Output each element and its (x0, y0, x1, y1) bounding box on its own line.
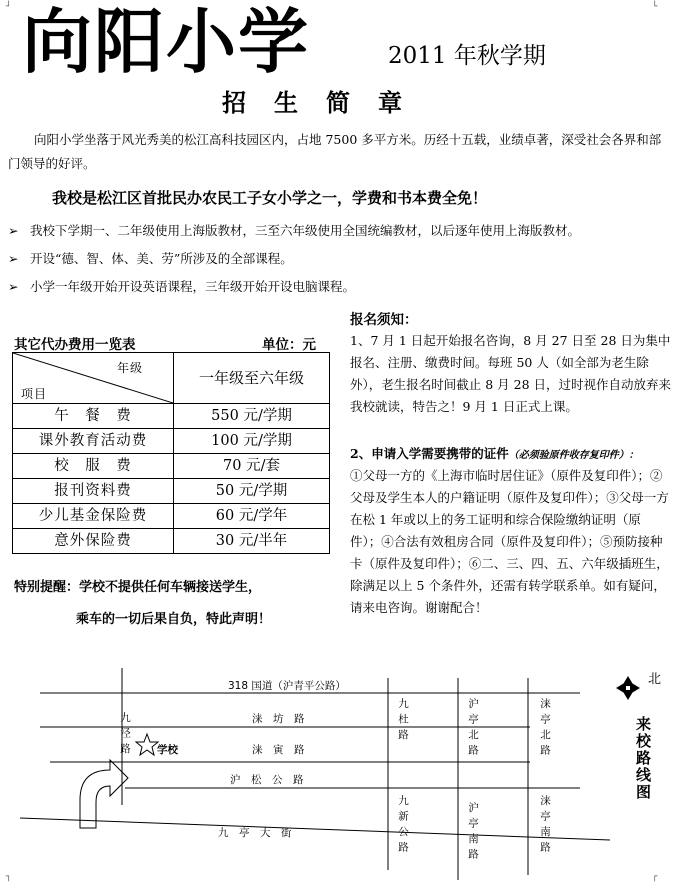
road-label-huting-nan: 沪亭南路 (467, 802, 479, 864)
term-label: 2011 年秋学期 (388, 43, 546, 69)
table-row (13, 529, 330, 554)
road-label-huting-bei: 沪亭北路 (467, 698, 479, 760)
reminder-line: 特别提醒：学校不提供任何车辆接送学生， (14, 580, 262, 595)
route-map (0, 660, 679, 891)
road-label-laiting-bei: 涞亭北路 (539, 698, 551, 760)
crop-mark: ┐ (6, 872, 12, 882)
registration-item-2: ①父母一方的《上海市临时居住证》（原件及复印件）；②父母及学生本人的户籍证明（原件及复印件）；③父母一方在松 1 年或以上的务工证明和综合保险缴纳证明（原件）；④合法有效租房合同（原件及复印件）；⑤预防接种卡（原件及复印件）；⑥二、三、四、五、六年级插班生，除满足以上 5 个条件外，还需有转学联系单。如有疑问，请来电咨询。谢谢配合！ (350, 468, 669, 615)
page-subtitle: 招生简章 (222, 88, 430, 117)
registration-title: 报名须知： (350, 312, 418, 328)
registration-item-2-title (350, 444, 639, 462)
bullet-text: 我校下学期一、二年级使用上海版教材，三至六年级使用全国统编教材，以后逐年使用上海版教材。 (30, 223, 581, 238)
table-header-row (13, 353, 330, 404)
road-label-jiuting: 九 亭 大 街 (218, 827, 292, 839)
corner-label-item: 项目 (21, 387, 48, 401)
slogan: 我校是松江区首批民办农民工子女小学之一，学费和书本费全免！ (52, 189, 488, 207)
corner-label-grade: 年级 (116, 361, 143, 375)
compass-icon (616, 676, 640, 700)
intro-paragraph: 向阳小学坐落于风光秀美的松江高科技园区内，占地 7500 多平方米。历经十五载，业绩卓著，深受社会各界和部门领导的好评。 (8, 132, 662, 171)
crop-mark: └ (652, 2, 658, 12)
fee-table-unit: 单位：元 (262, 337, 316, 353)
road-label-jiudu: 九杜路 (397, 698, 409, 745)
fee-item: 报刊资料费 (13, 479, 174, 504)
road-label-laifang: 涞 坊 路 (252, 713, 305, 725)
fee-amount: 100 元/学期 (174, 429, 330, 454)
table-row (13, 504, 330, 529)
fee-amount: 70 元/套 (174, 454, 330, 479)
fee-table (12, 352, 330, 554)
table-row (13, 454, 330, 479)
bullet-item (8, 276, 355, 298)
diagonal-header-cell (13, 353, 174, 404)
reminder-line: 乘车的一切后果自负，特此声明！ (76, 612, 272, 627)
documents-heading: 2、申请入学需要携带的证件 (350, 446, 509, 461)
table-row (13, 404, 330, 429)
crop-mark: ┌ (652, 872, 658, 882)
road-label-husong: 沪 松 公 路 (230, 774, 304, 786)
registration-item-1: 1、7 月 1 日起开始报名咨询，8 月 27 日至 28 日为集中报名、注册、缴费时间。每班 50 人（如全部为老生除外），老生报名时间截止 8 月 28 日，过时视作自动放弃来我校就读，特告之！9 月 1 日正式上课。 (350, 333, 672, 414)
north-label: 北 (648, 672, 662, 687)
bullet-item (8, 220, 580, 242)
fee-item: 意外保险费 (13, 529, 174, 554)
road-jiuting (20, 818, 610, 840)
bullet-text: 开设“德、智、体、美、劳”所涉及的全部课程。 (30, 251, 293, 266)
bullet-text: 小学一年级开始开设英语课程，三年级开始开设电脑课程。 (30, 279, 356, 294)
bullet-item (8, 248, 293, 270)
fee-item: 午 餐 费 (13, 404, 174, 429)
road-label-318: 318 国道（沪青平公路） (228, 680, 346, 692)
fee-item: 校 服 费 (13, 454, 174, 479)
school-star-icon (136, 734, 158, 755)
map-title: 来校路线图 (634, 716, 652, 801)
fee-amount: 60 元/学年 (174, 504, 330, 529)
arrow-bullet-icon: ➢ (8, 279, 19, 294)
column-header: 一年级至六年级 (174, 353, 330, 404)
crop-mark: ┘ (6, 2, 12, 12)
arrow-bullet-icon: ➢ (8, 251, 19, 266)
fee-amount: 30 元/半年 (174, 529, 330, 554)
fee-amount: 50 元/学期 (174, 479, 330, 504)
school-name: 向阳小学 (22, 0, 310, 83)
route-arrow (80, 760, 128, 828)
road-label-jiuxin: 九新公路 (397, 795, 409, 857)
documents-note: （必须验原件收存复印件）： (508, 450, 639, 461)
arrow-bullet-icon: ➢ (8, 223, 19, 238)
fee-item: 课外教育活动费 (13, 429, 174, 454)
road-label-laiting-nan: 涞亭南路 (539, 795, 551, 857)
road-label-laiyin: 涞 寅 路 (252, 744, 305, 756)
table-row (13, 429, 330, 454)
fee-table-title: 其它代办费用一览表 (14, 337, 136, 353)
fee-amount: 550 元/学期 (174, 404, 330, 429)
fee-item: 少儿基金保险费 (13, 504, 174, 529)
table-row (13, 479, 330, 504)
road-label-jiujing: 九泾路 (119, 712, 131, 759)
school-label: 学校 (157, 744, 178, 756)
